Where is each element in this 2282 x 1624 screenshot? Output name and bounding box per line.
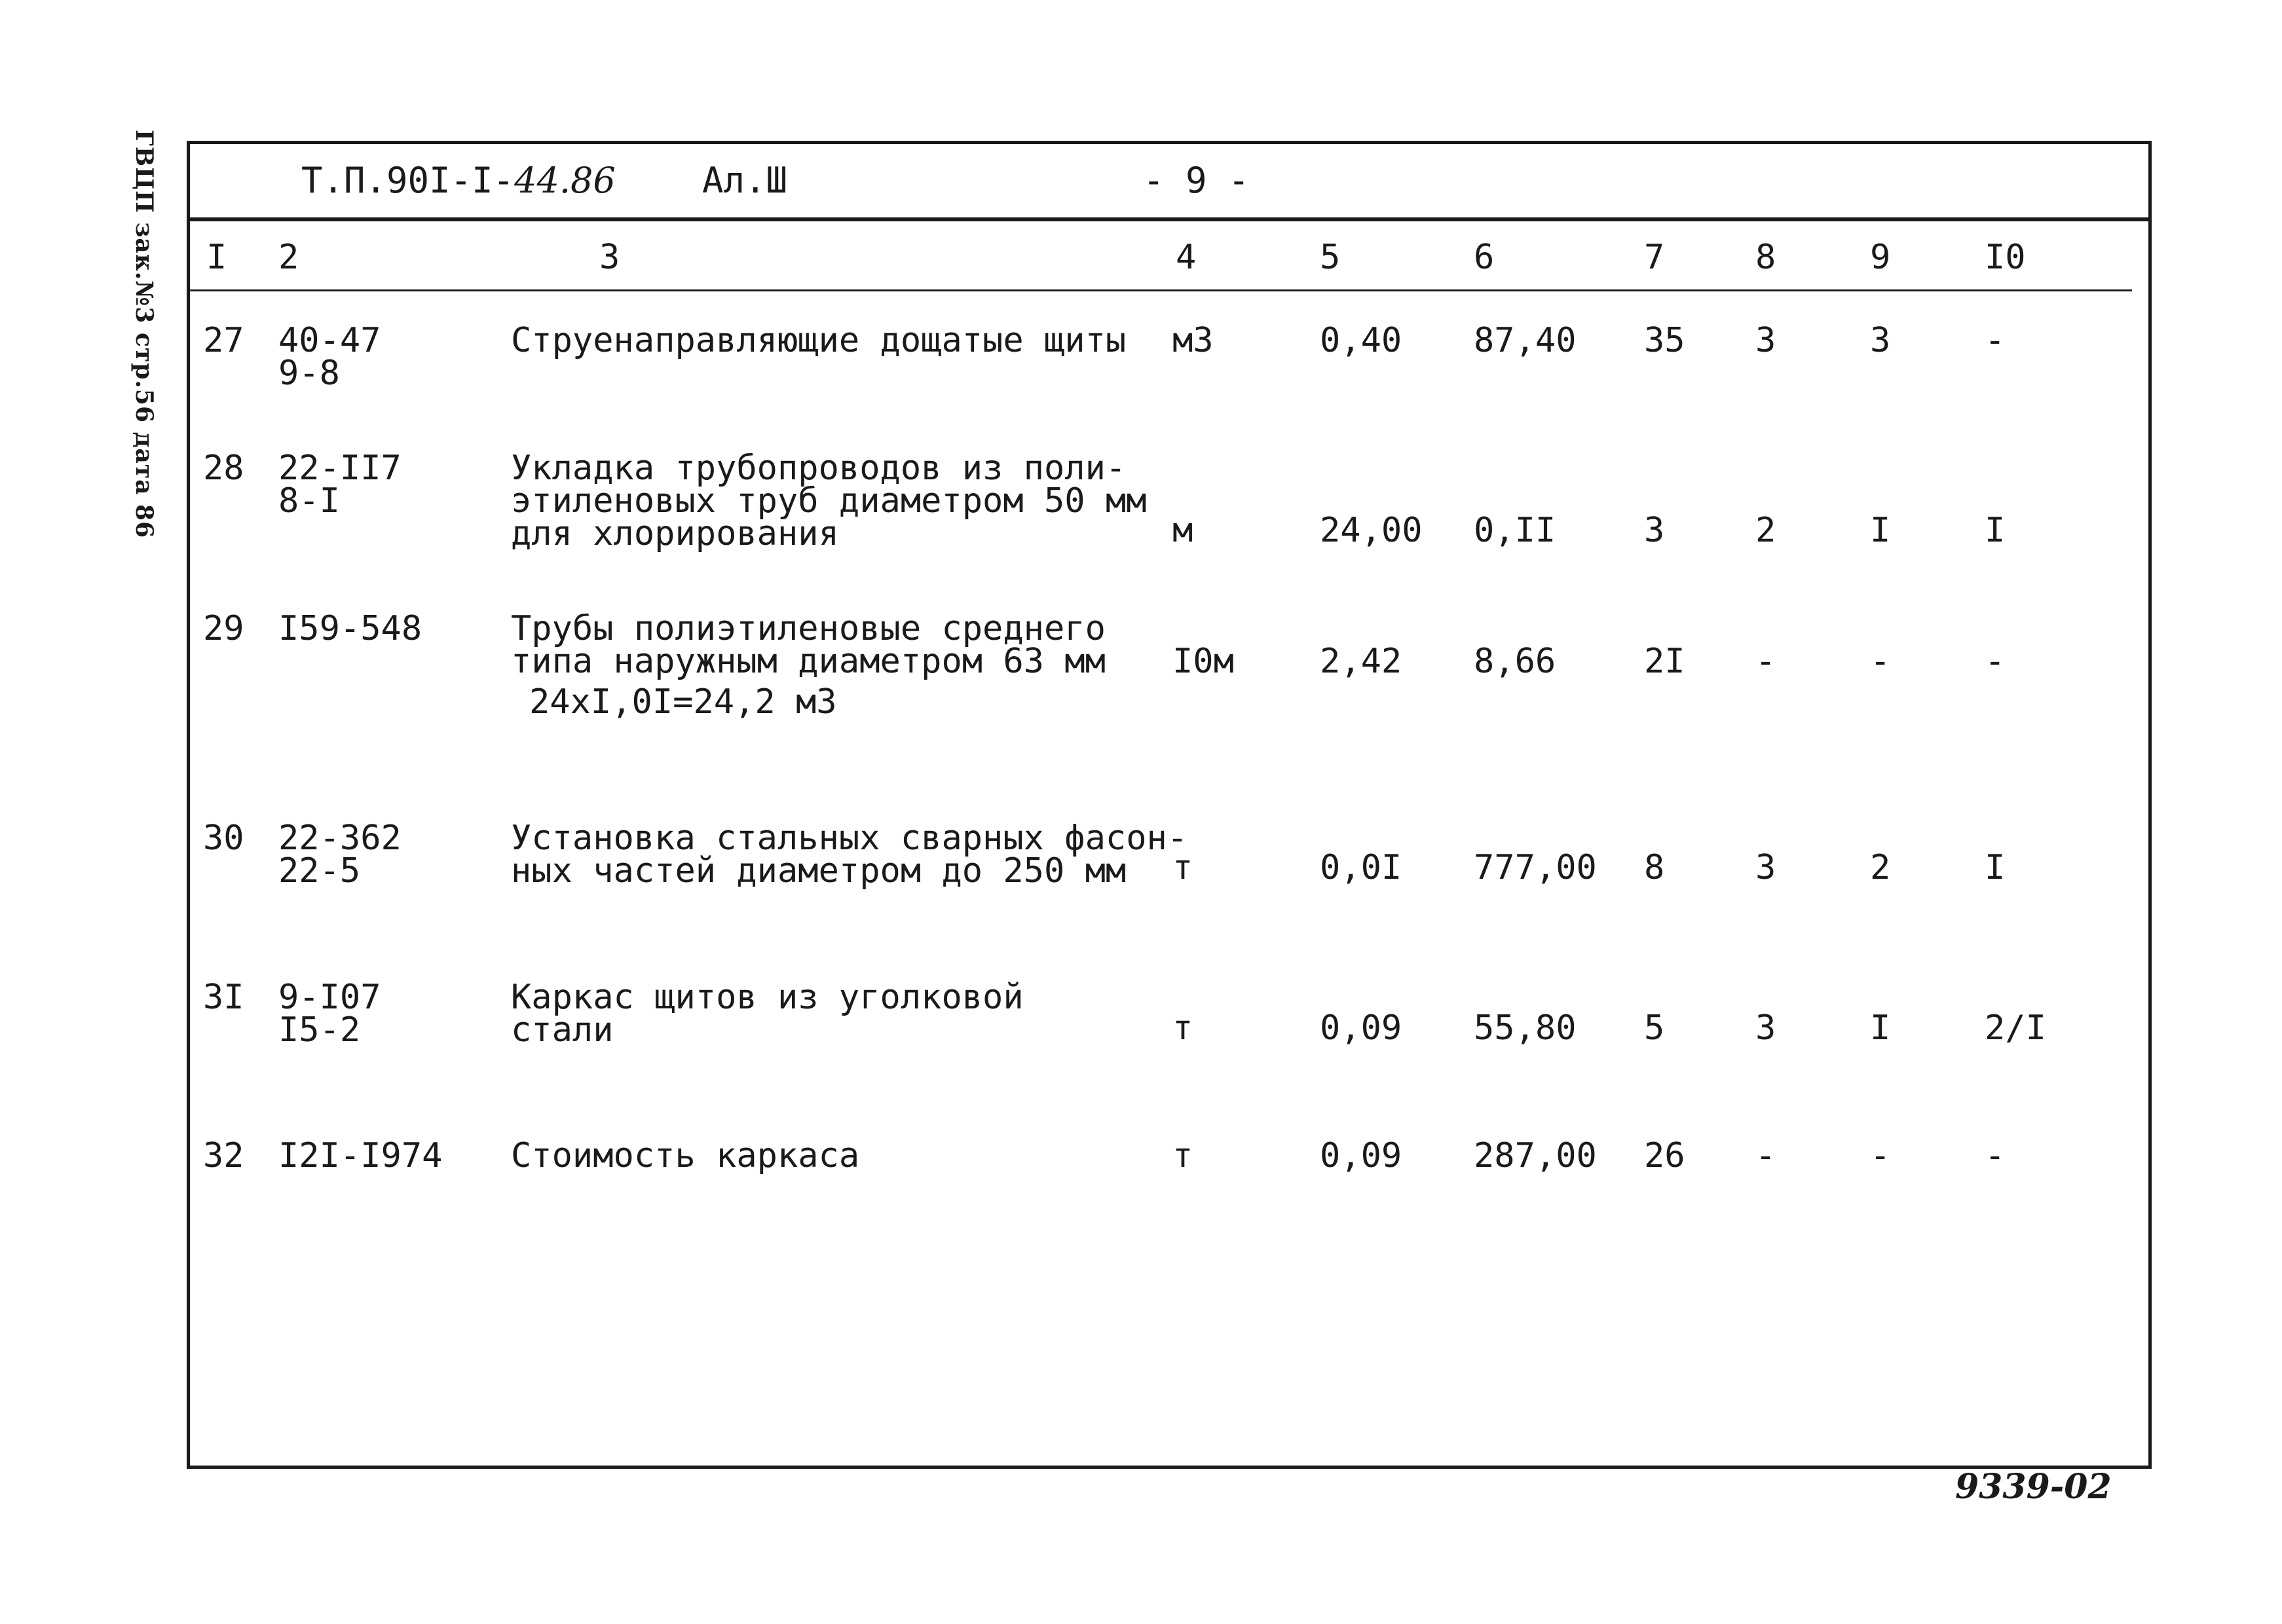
column-9-value: 3 bbox=[1870, 321, 1891, 360]
norm-code: I2I-I974 bbox=[278, 1136, 443, 1175]
norm-code: 22-II7 8-I bbox=[278, 449, 402, 521]
norm-code: 22-362 22-5 bbox=[278, 819, 402, 891]
unit: м bbox=[1172, 511, 1193, 550]
column-7-value: 8 bbox=[1644, 848, 1665, 887]
work-description: Укладка трубопроводов из поли- этиленовых труб диаметром 50 мм для хлорирования bbox=[511, 449, 1147, 553]
quantity: 2,42 bbox=[1320, 642, 1402, 681]
column-10-value: - bbox=[1985, 1136, 2006, 1175]
column-7-value: 35 bbox=[1644, 321, 1685, 360]
row-number: 29 bbox=[203, 609, 244, 648]
column-9-value: I bbox=[1870, 511, 1891, 550]
column-9-value: - bbox=[1870, 1136, 1891, 1175]
quantity: 24,00 bbox=[1320, 511, 1423, 550]
work-description: Установка стальных сварных фасон- ных частей диаметром до 250 мм bbox=[511, 819, 1188, 891]
project-code-handwritten: 44.86 bbox=[514, 160, 616, 201]
unit-price: 55,80 bbox=[1474, 1008, 1577, 1048]
column-10-value: I bbox=[1985, 511, 2006, 550]
norm-code: 9-I07 I5-2 bbox=[278, 978, 381, 1050]
column-header: 7 bbox=[1644, 238, 1665, 277]
album-label: Ал.Ш bbox=[702, 160, 788, 201]
column-7-value: 26 bbox=[1644, 1136, 1685, 1175]
quantity: 0,40 bbox=[1320, 321, 1402, 360]
column-10-value: - bbox=[1985, 642, 2006, 681]
unit: м3 bbox=[1172, 321, 1214, 360]
row-number: 3I bbox=[203, 978, 244, 1017]
row-number: 30 bbox=[203, 819, 244, 858]
column-7-value: 2I bbox=[1644, 642, 1685, 681]
row-number: 28 bbox=[203, 449, 244, 488]
work-description: Трубы полиэтиленовые среднего типа наружным диаметром 63 мм 24xI,0I=24,2 м3 bbox=[511, 609, 1106, 722]
norm-code: 40-47 9-8 bbox=[278, 321, 381, 393]
column-header: 9 bbox=[1870, 238, 1891, 277]
row-number: 32 bbox=[203, 1136, 244, 1175]
column-header: 8 bbox=[1755, 238, 1776, 277]
work-description: Стоимость каркаса bbox=[511, 1136, 860, 1175]
unit-price: 777,00 bbox=[1474, 848, 1597, 887]
column-7-value: 5 bbox=[1644, 1008, 1665, 1048]
footer-document-code: 9339-02 bbox=[1955, 1467, 2112, 1507]
project-code: Т.П.90I-I-44.86 bbox=[301, 160, 616, 201]
column-8-value: - bbox=[1755, 1136, 1776, 1175]
row-number: 27 bbox=[203, 321, 244, 360]
column-10-value: - bbox=[1985, 321, 2006, 360]
column-header: 5 bbox=[1320, 238, 1341, 277]
column-9-value: - bbox=[1870, 642, 1891, 681]
unit-price: 8,66 bbox=[1474, 642, 1556, 681]
column-header: 2 bbox=[278, 238, 299, 277]
column-header: 6 bbox=[1474, 238, 1495, 277]
column-10-value: 2/I bbox=[1985, 1008, 2046, 1048]
quantity-calculation: 24xI,0I=24,2 м3 bbox=[529, 682, 837, 722]
column-header: 4 bbox=[1176, 238, 1197, 277]
column-header-row bbox=[190, 221, 2148, 293]
side-note-text: ГВЦП зак.№3 стр.56 дата 86 bbox=[130, 129, 158, 539]
column-header: I bbox=[206, 238, 227, 277]
column-8-value: 3 bbox=[1755, 848, 1776, 887]
column-10-value: I bbox=[1985, 848, 2006, 887]
column-8-value: - bbox=[1755, 642, 1776, 681]
column-header: 3 bbox=[599, 238, 620, 277]
archive-side-note bbox=[118, 129, 170, 539]
work-description: Струенаправляющие дощатые щиты bbox=[511, 321, 1127, 360]
norm-code: I59-548 bbox=[278, 609, 422, 648]
unit: т bbox=[1172, 848, 1193, 887]
column-8-value: 3 bbox=[1755, 321, 1776, 360]
page-number: - 9 - bbox=[1143, 160, 1250, 201]
column-7-value: 3 bbox=[1644, 511, 1665, 550]
title-block bbox=[190, 144, 2148, 221]
unit: т bbox=[1172, 1136, 1193, 1175]
quantity: 0,09 bbox=[1320, 1136, 1402, 1175]
column-9-value: 2 bbox=[1870, 848, 1891, 887]
column-header: I0 bbox=[1985, 238, 2026, 277]
quantity: 0,0I bbox=[1320, 848, 1402, 887]
header-divider bbox=[190, 289, 2132, 291]
unit: т bbox=[1172, 1008, 1193, 1048]
column-9-value: I bbox=[1870, 1008, 1891, 1048]
quantity: 0,09 bbox=[1320, 1008, 1402, 1048]
unit-price: 287,00 bbox=[1474, 1136, 1597, 1175]
column-8-value: 2 bbox=[1755, 511, 1776, 550]
unit-price: 87,40 bbox=[1474, 321, 1577, 360]
column-8-value: 3 bbox=[1755, 1008, 1776, 1048]
sheet-frame bbox=[187, 141, 2152, 1469]
unit-price: 0,II bbox=[1474, 511, 1556, 550]
unit: I0м bbox=[1172, 642, 1234, 681]
work-description: Каркас щитов из уголковой стали bbox=[511, 978, 1024, 1050]
